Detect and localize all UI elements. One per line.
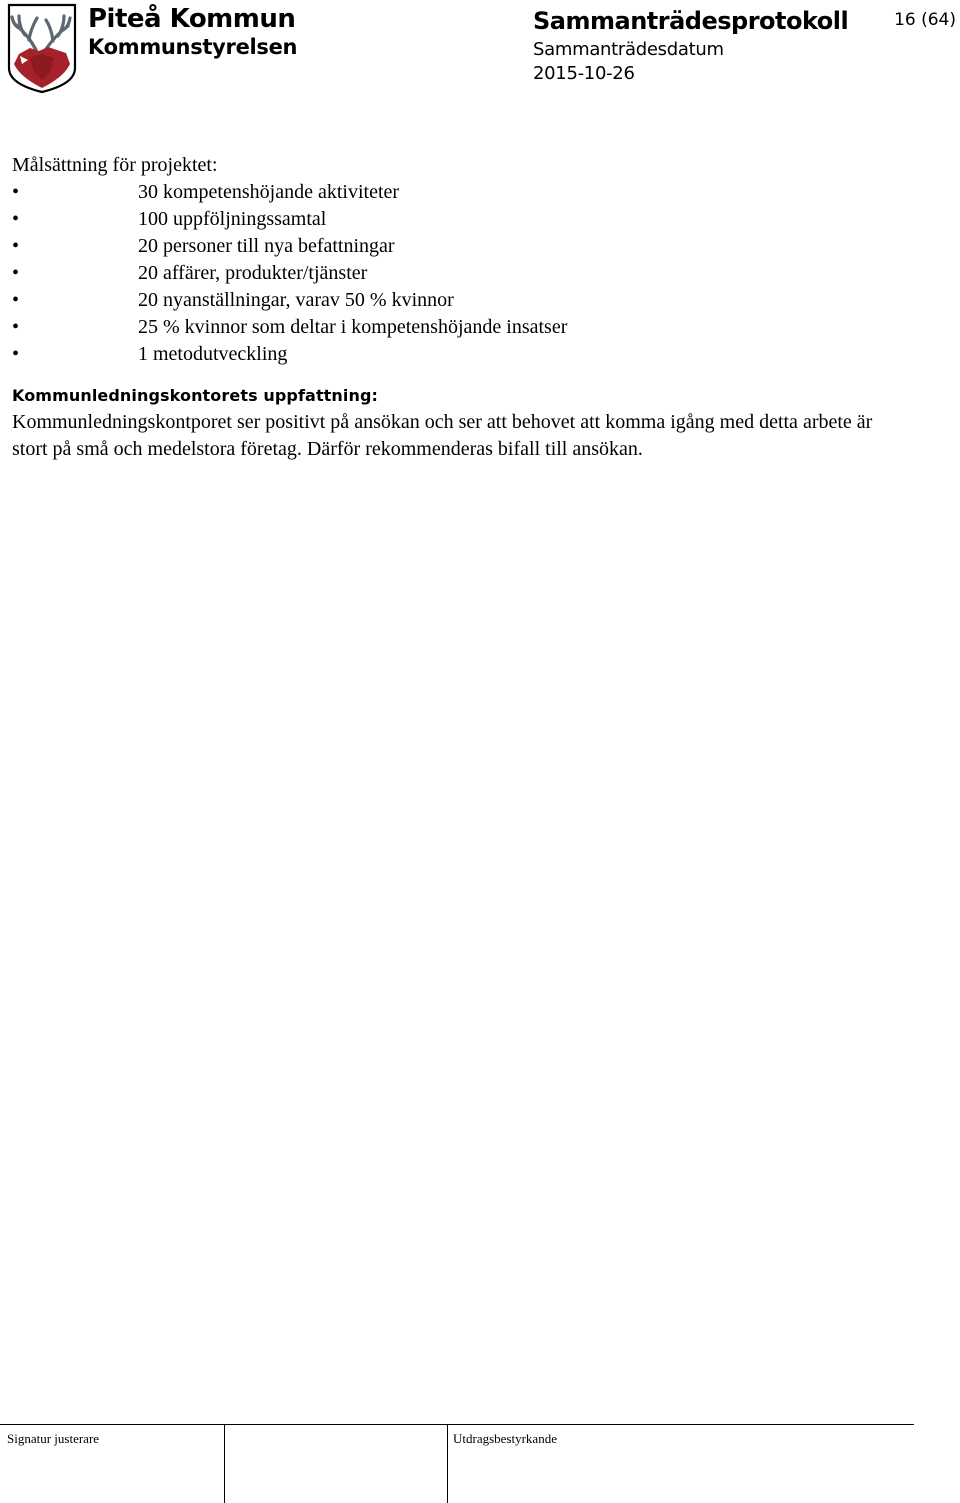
- goal-item: [12, 287, 912, 314]
- goal-item: [12, 314, 912, 341]
- assessment-heading: Kommunledningskontorets uppfattning:: [12, 386, 379, 405]
- document-info: [533, 6, 848, 86]
- goal-item: [12, 206, 912, 233]
- goal-text: 100 uppföljningssamtal: [138, 208, 327, 230]
- assessment-body: Kommunledningskontporet ser positivt på ansökan och ser att behovet att komma igång med detta arbete är stort på små och medelstora företag. Därför rekommenderas bifall till ansökan.: [12, 411, 873, 460]
- goal-text: 30 kompetenshöjande aktiviteter: [138, 181, 400, 203]
- goals-heading: Målsättning för projektet:: [12, 154, 218, 176]
- goal-item: [12, 179, 912, 206]
- meeting-date-label: Sammanträdesdatum: [533, 39, 724, 60]
- goal-item: [12, 260, 912, 287]
- meeting-date: 2015-10-26: [533, 63, 635, 84]
- bullet-icon: •: [12, 235, 20, 257]
- footer-column-divider: [447, 1425, 448, 1503]
- document-title: Sammanträdesprotokoll: [533, 7, 849, 35]
- goal-item: [12, 233, 912, 260]
- bullet-icon: •: [12, 343, 20, 365]
- bullet-icon: •: [12, 208, 20, 230]
- signature-footer: [0, 1424, 960, 1503]
- goal-text: 1 metodutveckling: [138, 343, 288, 365]
- signature-label: Signatur justerare: [7, 1431, 100, 1446]
- goal-item: [12, 341, 912, 368]
- goal-text: 20 affärer, produkter/tjänster: [138, 262, 368, 284]
- goal-text: 25 % kvinnor som deltar i kompetenshöjande insatser: [138, 316, 568, 338]
- goal-text: 20 personer till nya befattningar: [138, 235, 395, 257]
- bullet-icon: •: [12, 316, 20, 338]
- goals-list: [12, 179, 912, 368]
- extract-certification-label: Utdragsbestyrkande: [453, 1431, 557, 1446]
- bullet-icon: •: [12, 181, 20, 203]
- organization-name: Piteå Kommun: [88, 4, 296, 34]
- document-body: [12, 152, 912, 463]
- footer-divider: [0, 1424, 914, 1425]
- organization-block: [88, 4, 297, 60]
- footer-column-divider: [224, 1425, 225, 1503]
- bullet-icon: •: [12, 289, 20, 311]
- page-number: 16 (64): [894, 10, 956, 30]
- goal-text: 20 nyanställningar, varav 50 % kvinnor: [138, 289, 454, 311]
- board-name: Kommunstyrelsen: [88, 35, 298, 59]
- municipality-coat-of-arms-icon: [6, 2, 78, 94]
- bullet-icon: •: [12, 262, 20, 284]
